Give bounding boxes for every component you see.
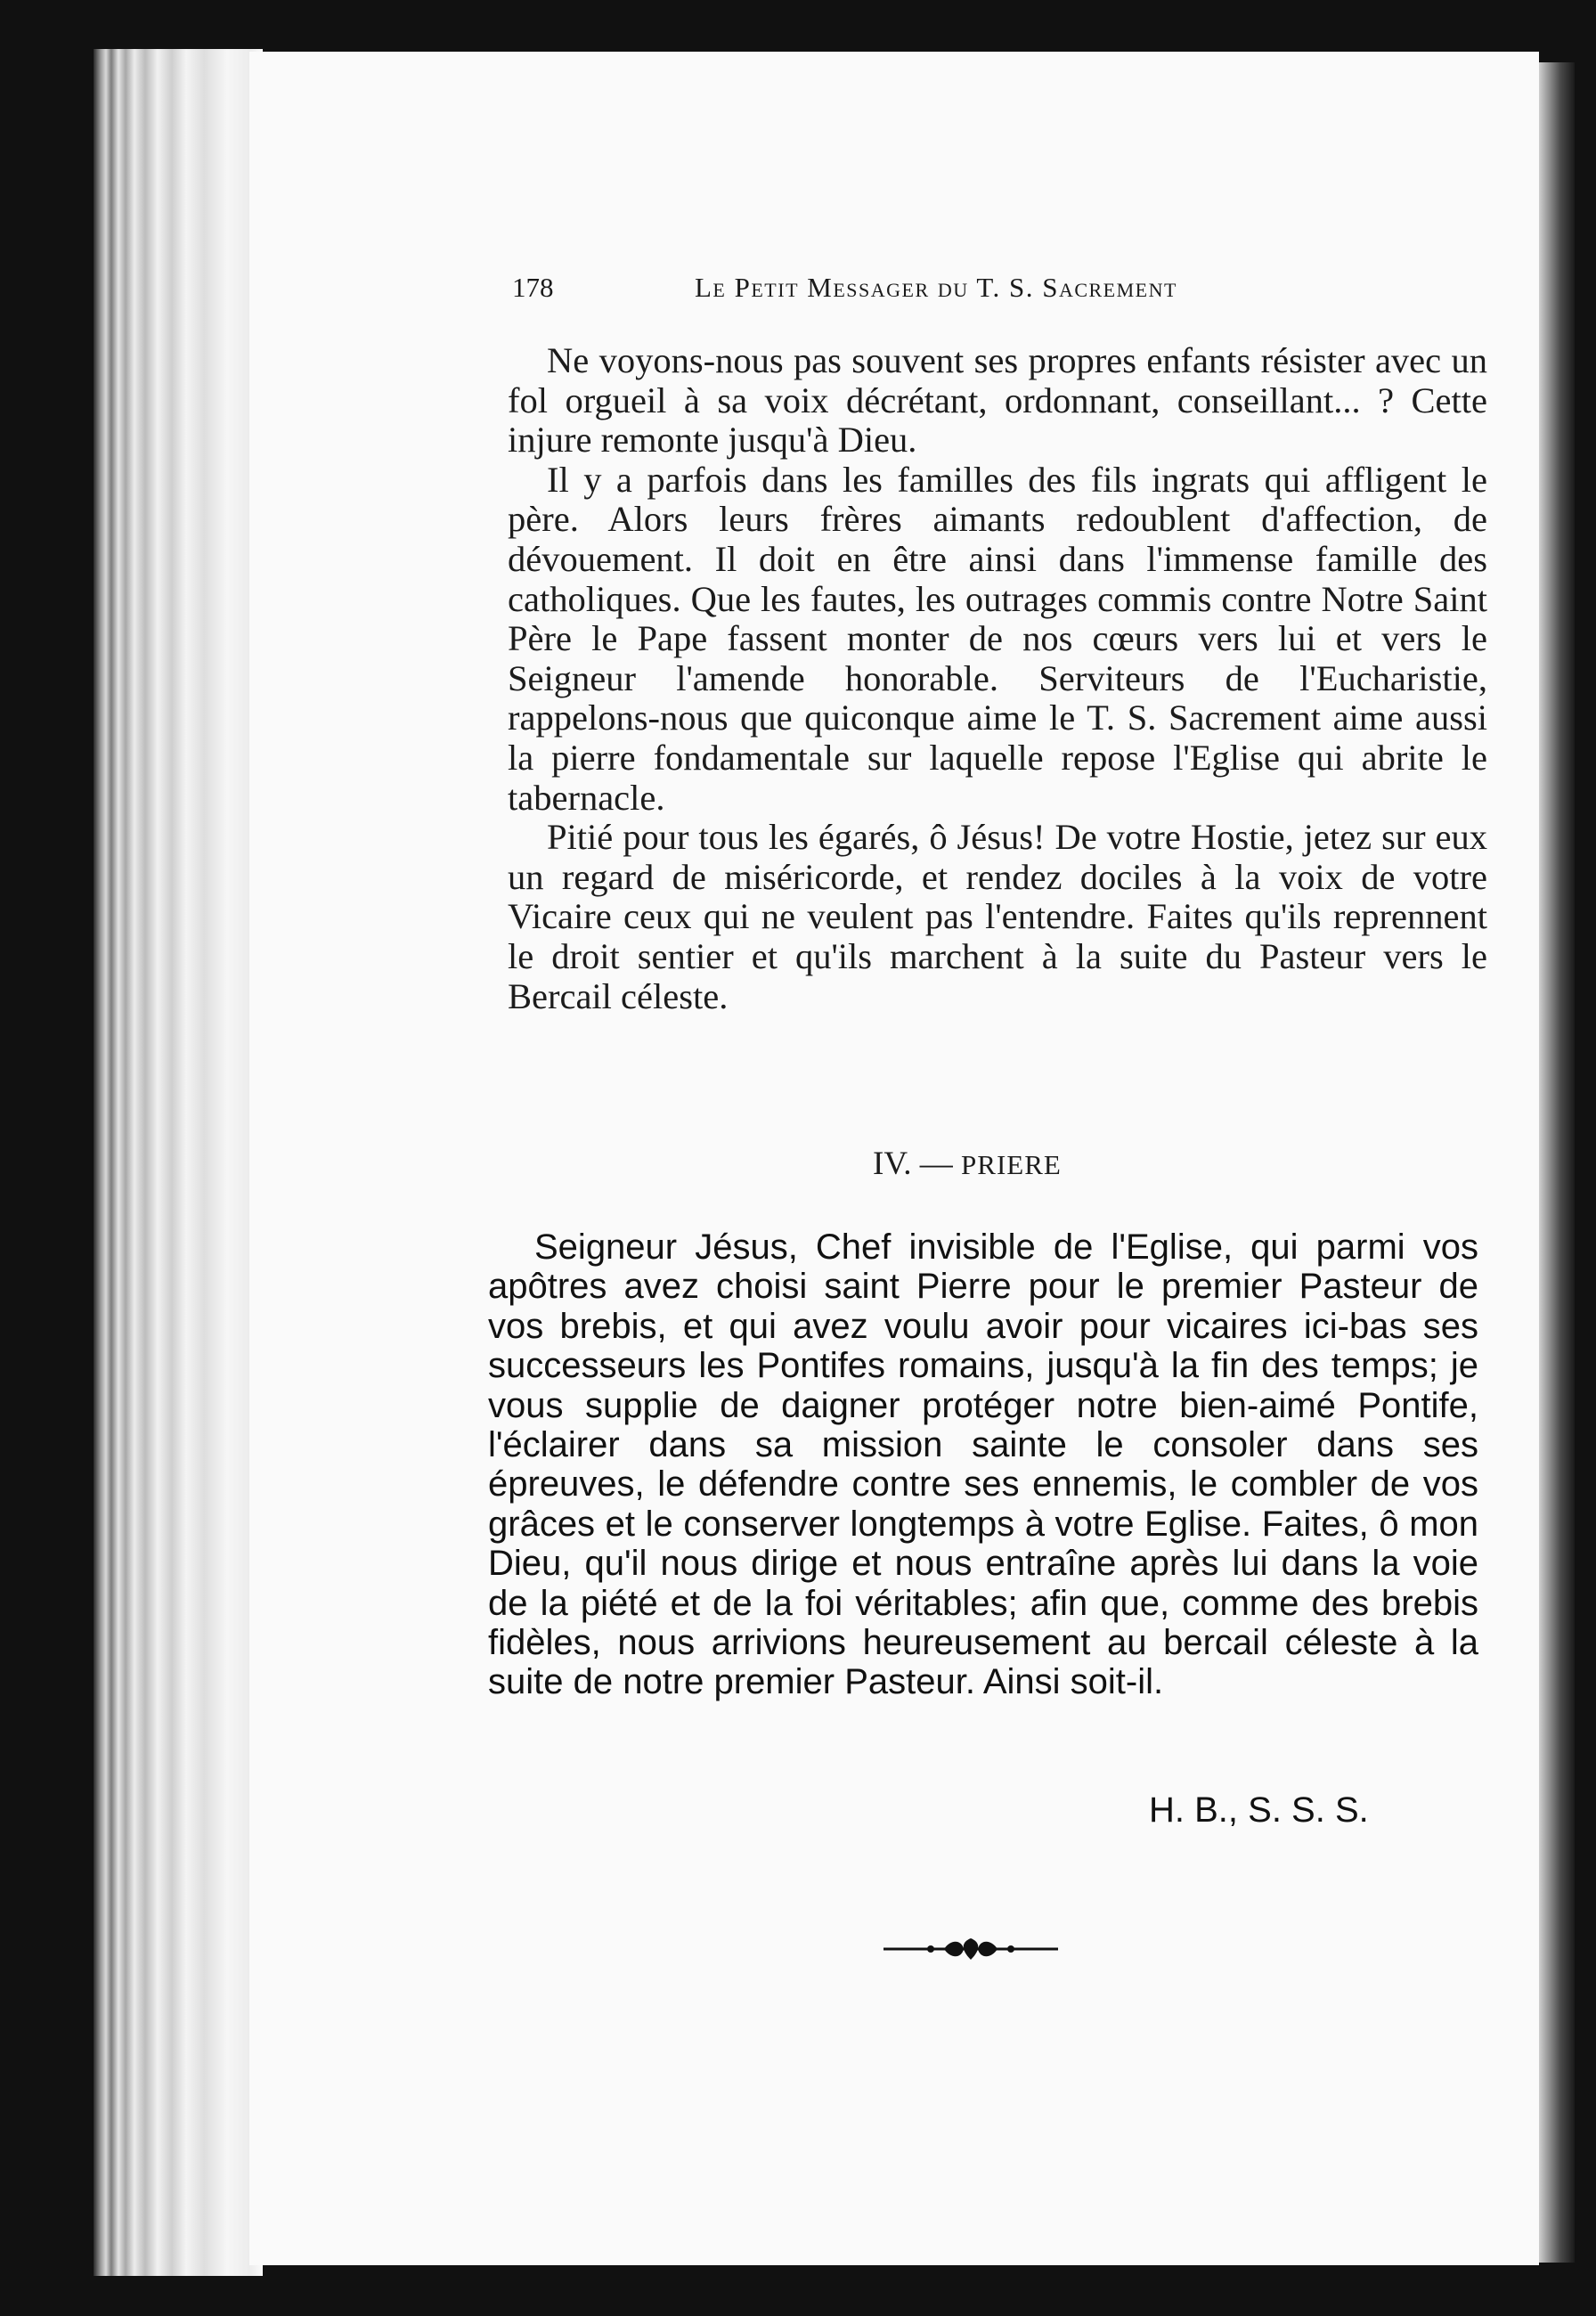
- signature: H. B., S. S. S.: [1149, 1790, 1369, 1830]
- paragraph: Pitié pour tous les égarés, ô Jésus! De votre Hostie, jetez sur eux un regard de miséricorde, et rendez dociles à la voix de votre Vicaire ceux qui ne veulent pas l'entendre. Faites qu'ils reprennent le droit sentier et qu'ils marchent à la suite du Pasteur vers le Bercail céleste.: [508, 817, 1487, 1016]
- section-title: PRIERE: [961, 1149, 1062, 1180]
- book-spine-gutter: [1539, 62, 1575, 2263]
- prayer-text: [488, 1227, 1478, 1702]
- body-text: [508, 341, 1487, 1016]
- book-page-edges: [94, 49, 263, 2276]
- prayer-paragraph: Seigneur Jésus, Chef invisible de l'Eglise, qui parmi vos apôtres avez choisi saint Pierre pour le premier Pasteur de vos brebis, et qui avez voulu avoir pour vicaires ici-bas ses successeurs les Pontifes romains, jusqu'à la fin des temps; je vous supplie de daigner protéger notre bien-aimé Pontife, l'éclairer dans sa mission sainte le consoler dans ses épreuves, le défendre contre ses ennemis, le combler de vos grâces et le conserver longtemps à votre Eglise. Faites, ô mon Dieu, qu'il nous dirige et nous entraîne après lui dans la voie de la piété et de la foi véritables; afin que, comme des brebis fidèles, nous arrivions heureusement au bercail céleste à la suite de notre premier Pasteur. Ainsi soit-il.: [488, 1227, 1478, 1702]
- paragraph: Il y a parfois dans les familles des fils ingrats qui affligent le père. Alors leurs frères aimants redoublent d'affection, de dévouement. Il doit en être ainsi dans l'immense famille des catholiques. Que les fautes, les outrages commis contre Notre Saint Père le Pape fassent monter de nos cœurs vers lui et vers le Seigneur l'amende honorable. Serviteurs de l'Eucharistie, rappelons-nous que quiconque aime le T. S. Sacrement aime aussi la pierre fondamentale sur laquelle repose l'Eglise qui abrite le tabernacle.: [508, 459, 1487, 818]
- page-number: 178: [512, 272, 554, 303]
- section-number: IV. —: [873, 1146, 953, 1182]
- page-header: [512, 272, 1318, 312]
- section-heading: [873, 1145, 1062, 1183]
- running-title: Le Petit Messager du T. S. Sacrement: [695, 272, 1177, 303]
- fleuron-ornament-icon: [882, 1931, 1060, 1967]
- paragraph: Ne voyons-nous pas souvent ses propres enfants résister avec un fol orgueil à sa voix décrétant, ordonnant, conseillant... ? Cette injure remonte jusqu'à Dieu.: [508, 340, 1487, 461]
